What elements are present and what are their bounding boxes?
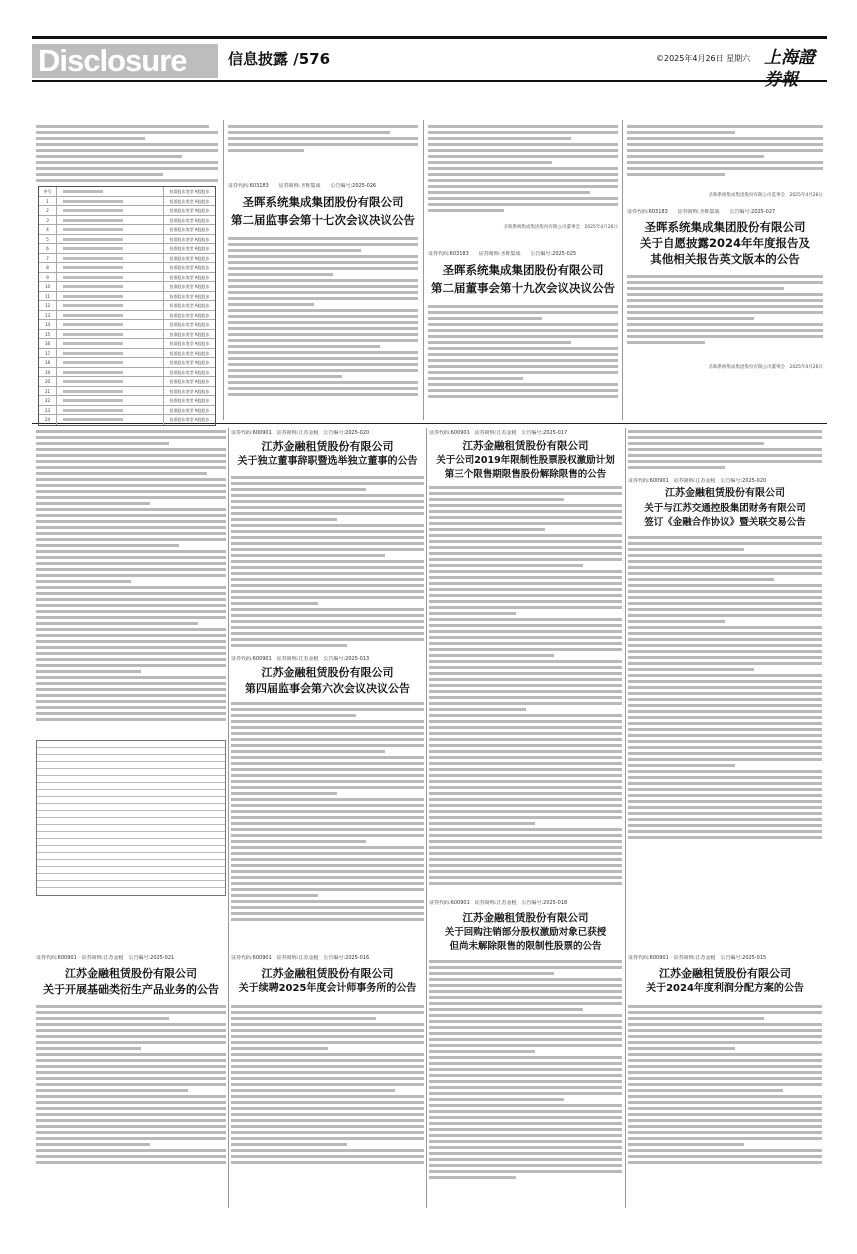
notice-meta: 证券代码:603183 证券简称:圣晖集成 公告编号:2025-025 xyxy=(428,251,577,257)
issue-date: ©2025年4月26日 星期六 xyxy=(656,54,751,63)
proposal-name-text xyxy=(63,380,123,383)
table-row xyxy=(39,273,215,283)
notice-meta: 证券代码:600901 证券简称:江苏金租 公告编号:2025-016 xyxy=(231,955,370,961)
table-row xyxy=(39,254,215,264)
vote-type: 投票股东类型 A股股东 xyxy=(163,311,215,320)
proposal-name-text xyxy=(63,295,123,298)
top-col-3 xyxy=(428,125,618,415)
table-row xyxy=(39,330,215,340)
data-table xyxy=(36,740,226,896)
table-row xyxy=(39,263,215,273)
vote-type: 投票股东类型 A股股东 xyxy=(163,387,215,396)
bottom-col-4 xyxy=(628,430,822,870)
notice-title: 江苏金融租赁股份有限公司 xyxy=(665,488,785,499)
column-rule xyxy=(625,428,626,1208)
proposal-name-text xyxy=(63,371,123,374)
row-number: 7 xyxy=(39,254,57,263)
proposal-name-text xyxy=(63,342,123,345)
notice-meta: 证券代码:600901 证券简称:江苏金租 公告编号:2025-018 xyxy=(429,900,568,906)
proposal-name-text xyxy=(63,323,123,326)
proposal-name-text xyxy=(63,228,123,231)
vote-type: 投票股东类型 A股股东 xyxy=(163,292,215,301)
notice-signature: 圣晖系统集成集团股份有限公司董事会 2025年4月26日 xyxy=(503,225,618,230)
notice-meta: 证券代码:603183 证券简称:圣晖集成 公告编号:2025-027 xyxy=(627,209,776,215)
row-number: 11 xyxy=(39,292,57,301)
vote-type: 投票股东类型 A股股东 xyxy=(163,225,215,234)
notice-meta: 证券代码:600901 证券简称:江苏金租 公告编号:2025-013 xyxy=(231,656,370,662)
proposal-name-text xyxy=(63,276,123,279)
notice-title: 第二届董事会第十九次会议决议公告 xyxy=(431,281,615,295)
row-number: 14 xyxy=(39,320,57,329)
proposal-name-text xyxy=(63,257,123,260)
vote-type: 投票股东类型 A股股东 xyxy=(163,254,215,263)
vote-type: 投票股东类型 A股股东 xyxy=(163,263,215,272)
notice-title: 江苏金融租赁股份有限公司 xyxy=(261,440,394,453)
section-title: 信息披露 /576 xyxy=(228,50,331,68)
vote-type: 投票股东类型 A股股东 xyxy=(163,330,215,339)
row-number: 15 xyxy=(39,330,57,339)
row-number: 13 xyxy=(39,311,57,320)
vote-type: 投票股东类型 A股股东 xyxy=(163,377,215,386)
table-row xyxy=(39,225,215,235)
row-number: 4 xyxy=(39,225,57,234)
table-row xyxy=(39,406,215,416)
row-number: 8 xyxy=(39,263,57,272)
vote-type: 投票股东类型 A股股东 xyxy=(163,273,215,282)
table-row xyxy=(39,339,215,349)
vote-type: 投票股东类型 A股股东 xyxy=(163,396,215,405)
table-row xyxy=(39,282,215,292)
notice-meta: 证券代码:603183 证券简称:圣晖集成 公告编号:2025-026 xyxy=(228,183,377,189)
row-number: 23 xyxy=(39,406,57,415)
notice-title: 江苏金融租赁股份有限公司 xyxy=(65,967,197,980)
notice-title: 其他相关报告英文版本的公告 xyxy=(650,252,800,266)
row-number: 19 xyxy=(39,368,57,377)
notice-title: 江苏金融租赁股份有限公司 xyxy=(462,912,589,924)
table-row xyxy=(39,368,215,378)
row-number: 18 xyxy=(39,358,57,367)
page-header xyxy=(32,36,827,90)
notice-title: 关于公司2019年限制性股票股权激励计划 xyxy=(436,455,615,466)
notice-title: 关于与江苏交通控股集团财务有限公司 xyxy=(644,503,806,514)
vote-type: 投票股东类型 A股股东 xyxy=(163,415,215,425)
row-number: 1 xyxy=(39,197,57,206)
vote-type: 投票股东类型 A股股东 xyxy=(163,339,215,348)
vote-type: 投票股东类型 A股股东 xyxy=(163,235,215,244)
table-row xyxy=(39,377,215,387)
table-row xyxy=(39,216,215,226)
vote-type: 投票股东类型 A股股东 xyxy=(163,358,215,367)
notice-title: 圣晖系统集成集团股份有限公司 xyxy=(644,220,806,234)
proposal-name-text xyxy=(63,304,123,307)
table-row xyxy=(39,197,215,207)
proposal-name-text xyxy=(63,238,123,241)
notice-meta: 证券代码:600901 证券简称:江苏金租 公告编号:2025-021 xyxy=(36,955,175,961)
table-row xyxy=(39,311,215,321)
notice-title: 江苏金融租赁股份有限公司 xyxy=(261,967,394,980)
column-rule xyxy=(622,120,623,420)
row-number: 5 xyxy=(39,235,57,244)
notice-meta: 证券代码:600901 证券简称:江苏金租 公告编号:2025-020 xyxy=(231,430,370,436)
table-row xyxy=(39,206,215,216)
notice-title: 关于2024年度利润分配方案的公告 xyxy=(646,983,804,994)
row-number: 序号 xyxy=(39,187,57,196)
table-row xyxy=(39,358,215,368)
notice-title: 江苏金融租赁股份有限公司 xyxy=(659,967,791,980)
notice-meta: 证券代码:600901 证券简称:江苏金租 公告编号:2025-017 xyxy=(429,430,568,436)
table-row xyxy=(39,415,215,425)
vote-type: 投票股东类型 A股股东 xyxy=(163,244,215,253)
row-number: 22 xyxy=(39,396,57,405)
proposal-name-text xyxy=(63,219,123,222)
proposal-name-text xyxy=(63,200,123,203)
vote-type: 投票股东类型 A股股东 xyxy=(163,301,215,310)
vote-type: 投票股东类型 A股股东 xyxy=(163,187,215,196)
proposal-name-text xyxy=(63,285,123,288)
row-number: 24 xyxy=(39,415,57,425)
row-number: 20 xyxy=(39,377,57,386)
bottom-col-3 xyxy=(429,430,622,930)
row-number: 10 xyxy=(39,282,57,291)
table-row xyxy=(39,244,215,254)
proposal-name-text xyxy=(63,361,123,364)
notice-title: 第四届监事会第六次会议决议公告 xyxy=(245,682,410,695)
proposal-name-text xyxy=(63,418,123,421)
notice-title: 江苏金融租赁股份有限公司 xyxy=(261,666,394,679)
vote-type: 投票股东类型 A股股东 xyxy=(163,349,215,358)
notice-title: 关于独立董事辞职暨选举独立董事的公告 xyxy=(237,456,418,467)
bottom-col-3b xyxy=(429,900,622,1200)
row-number: 21 xyxy=(39,387,57,396)
bottom-col-2b xyxy=(231,955,424,1205)
row-number: 17 xyxy=(39,349,57,358)
notice-title: 圣晖系统集成集团股份有限公司 xyxy=(242,195,404,209)
notice-signature: 圣晖系统集成集团股份有限公司董事会 2025年4月26日 xyxy=(708,365,823,370)
newspaper-name: 上海證券報 xyxy=(764,48,815,90)
notice-meta: 证券代码:600901 证券简称:江苏金租 公告编号:2025-020 xyxy=(628,478,767,484)
notice-title: 但尚未解除限售的限制性股票的公告 xyxy=(449,941,602,952)
row-number: 9 xyxy=(39,273,57,282)
brand-logo: Disclosure xyxy=(32,44,218,78)
row-number: 16 xyxy=(39,339,57,348)
table-header-row xyxy=(39,187,215,197)
notice-title: 关于自愿披露2024年年度报告及 xyxy=(639,236,810,250)
row-number: 2 xyxy=(39,206,57,215)
notice-title: 第三个限售期限售股份解除限售的公告 xyxy=(444,469,607,480)
row-number: 3 xyxy=(39,216,57,225)
bottom-col-1b xyxy=(36,955,226,1205)
vote-type: 投票股东类型 A股股东 xyxy=(163,282,215,291)
notice-title: 关于续聘2025年度会计师事务所的公告 xyxy=(238,983,417,994)
vote-type: 投票股东类型 A股股东 xyxy=(163,368,215,377)
top-col-4 xyxy=(627,125,823,415)
bottom-col-1 xyxy=(36,430,226,930)
notice-title: 关于开展基础类衍生产品业务的公告 xyxy=(43,983,219,996)
proposal-name-text xyxy=(63,209,123,212)
notice-title: 圣晖系统集成集团股份有限公司 xyxy=(442,263,604,277)
bottom-col-4b xyxy=(628,955,822,1205)
table-row xyxy=(39,387,215,397)
bottom-col-2 xyxy=(231,430,424,930)
column-rule xyxy=(426,428,427,1208)
proposal-name-text xyxy=(63,247,123,250)
vote-type: 投票股东类型 A股股东 xyxy=(163,406,215,415)
table-row xyxy=(39,235,215,245)
vote-type: 投票股东类型 A股股东 xyxy=(163,197,215,206)
row-number: 6 xyxy=(39,244,57,253)
column-rule xyxy=(228,428,229,1208)
vote-type: 投票股东类型 A股股东 xyxy=(163,206,215,215)
table-row xyxy=(39,292,215,302)
row-number: 12 xyxy=(39,301,57,310)
notice-title: 关于回购注销部分股权激励对象已获授 xyxy=(444,927,607,938)
text-block xyxy=(36,125,218,185)
notice-meta: 证券代码:600901 证券简称:江苏金租 公告编号:2025-015 xyxy=(628,955,767,961)
column-rule xyxy=(223,120,224,420)
proposal-name-text xyxy=(63,399,123,402)
top-col-2 xyxy=(228,125,418,415)
table-row xyxy=(39,349,215,359)
proposal-name-text xyxy=(63,352,123,355)
proposal-name-text xyxy=(63,266,123,269)
proposal-name-text xyxy=(63,390,123,393)
table-row xyxy=(39,396,215,406)
notice-signature: 圣晖系统集成集团股份有限公司监事会 2025年4月26日 xyxy=(708,193,823,198)
table-row xyxy=(39,301,215,311)
notice-title: 江苏金融租赁股份有限公司 xyxy=(462,440,589,452)
vote-type: 投票股东类型 A股股东 xyxy=(163,320,215,329)
proposal-name-text xyxy=(63,314,123,317)
proposal-name-text xyxy=(63,409,123,412)
proposal-name-text xyxy=(63,333,123,336)
table-row xyxy=(39,320,215,330)
notice-title: 签订《金融合作协议》暨关联交易公告 xyxy=(644,517,806,528)
notice-title: 第二届监事会第十七次会议决议公告 xyxy=(231,213,415,227)
column-rule xyxy=(423,120,424,420)
vote-table xyxy=(38,186,216,426)
vote-type: 投票股东类型 A股股东 xyxy=(163,216,215,225)
proposal-name-text xyxy=(63,190,103,193)
